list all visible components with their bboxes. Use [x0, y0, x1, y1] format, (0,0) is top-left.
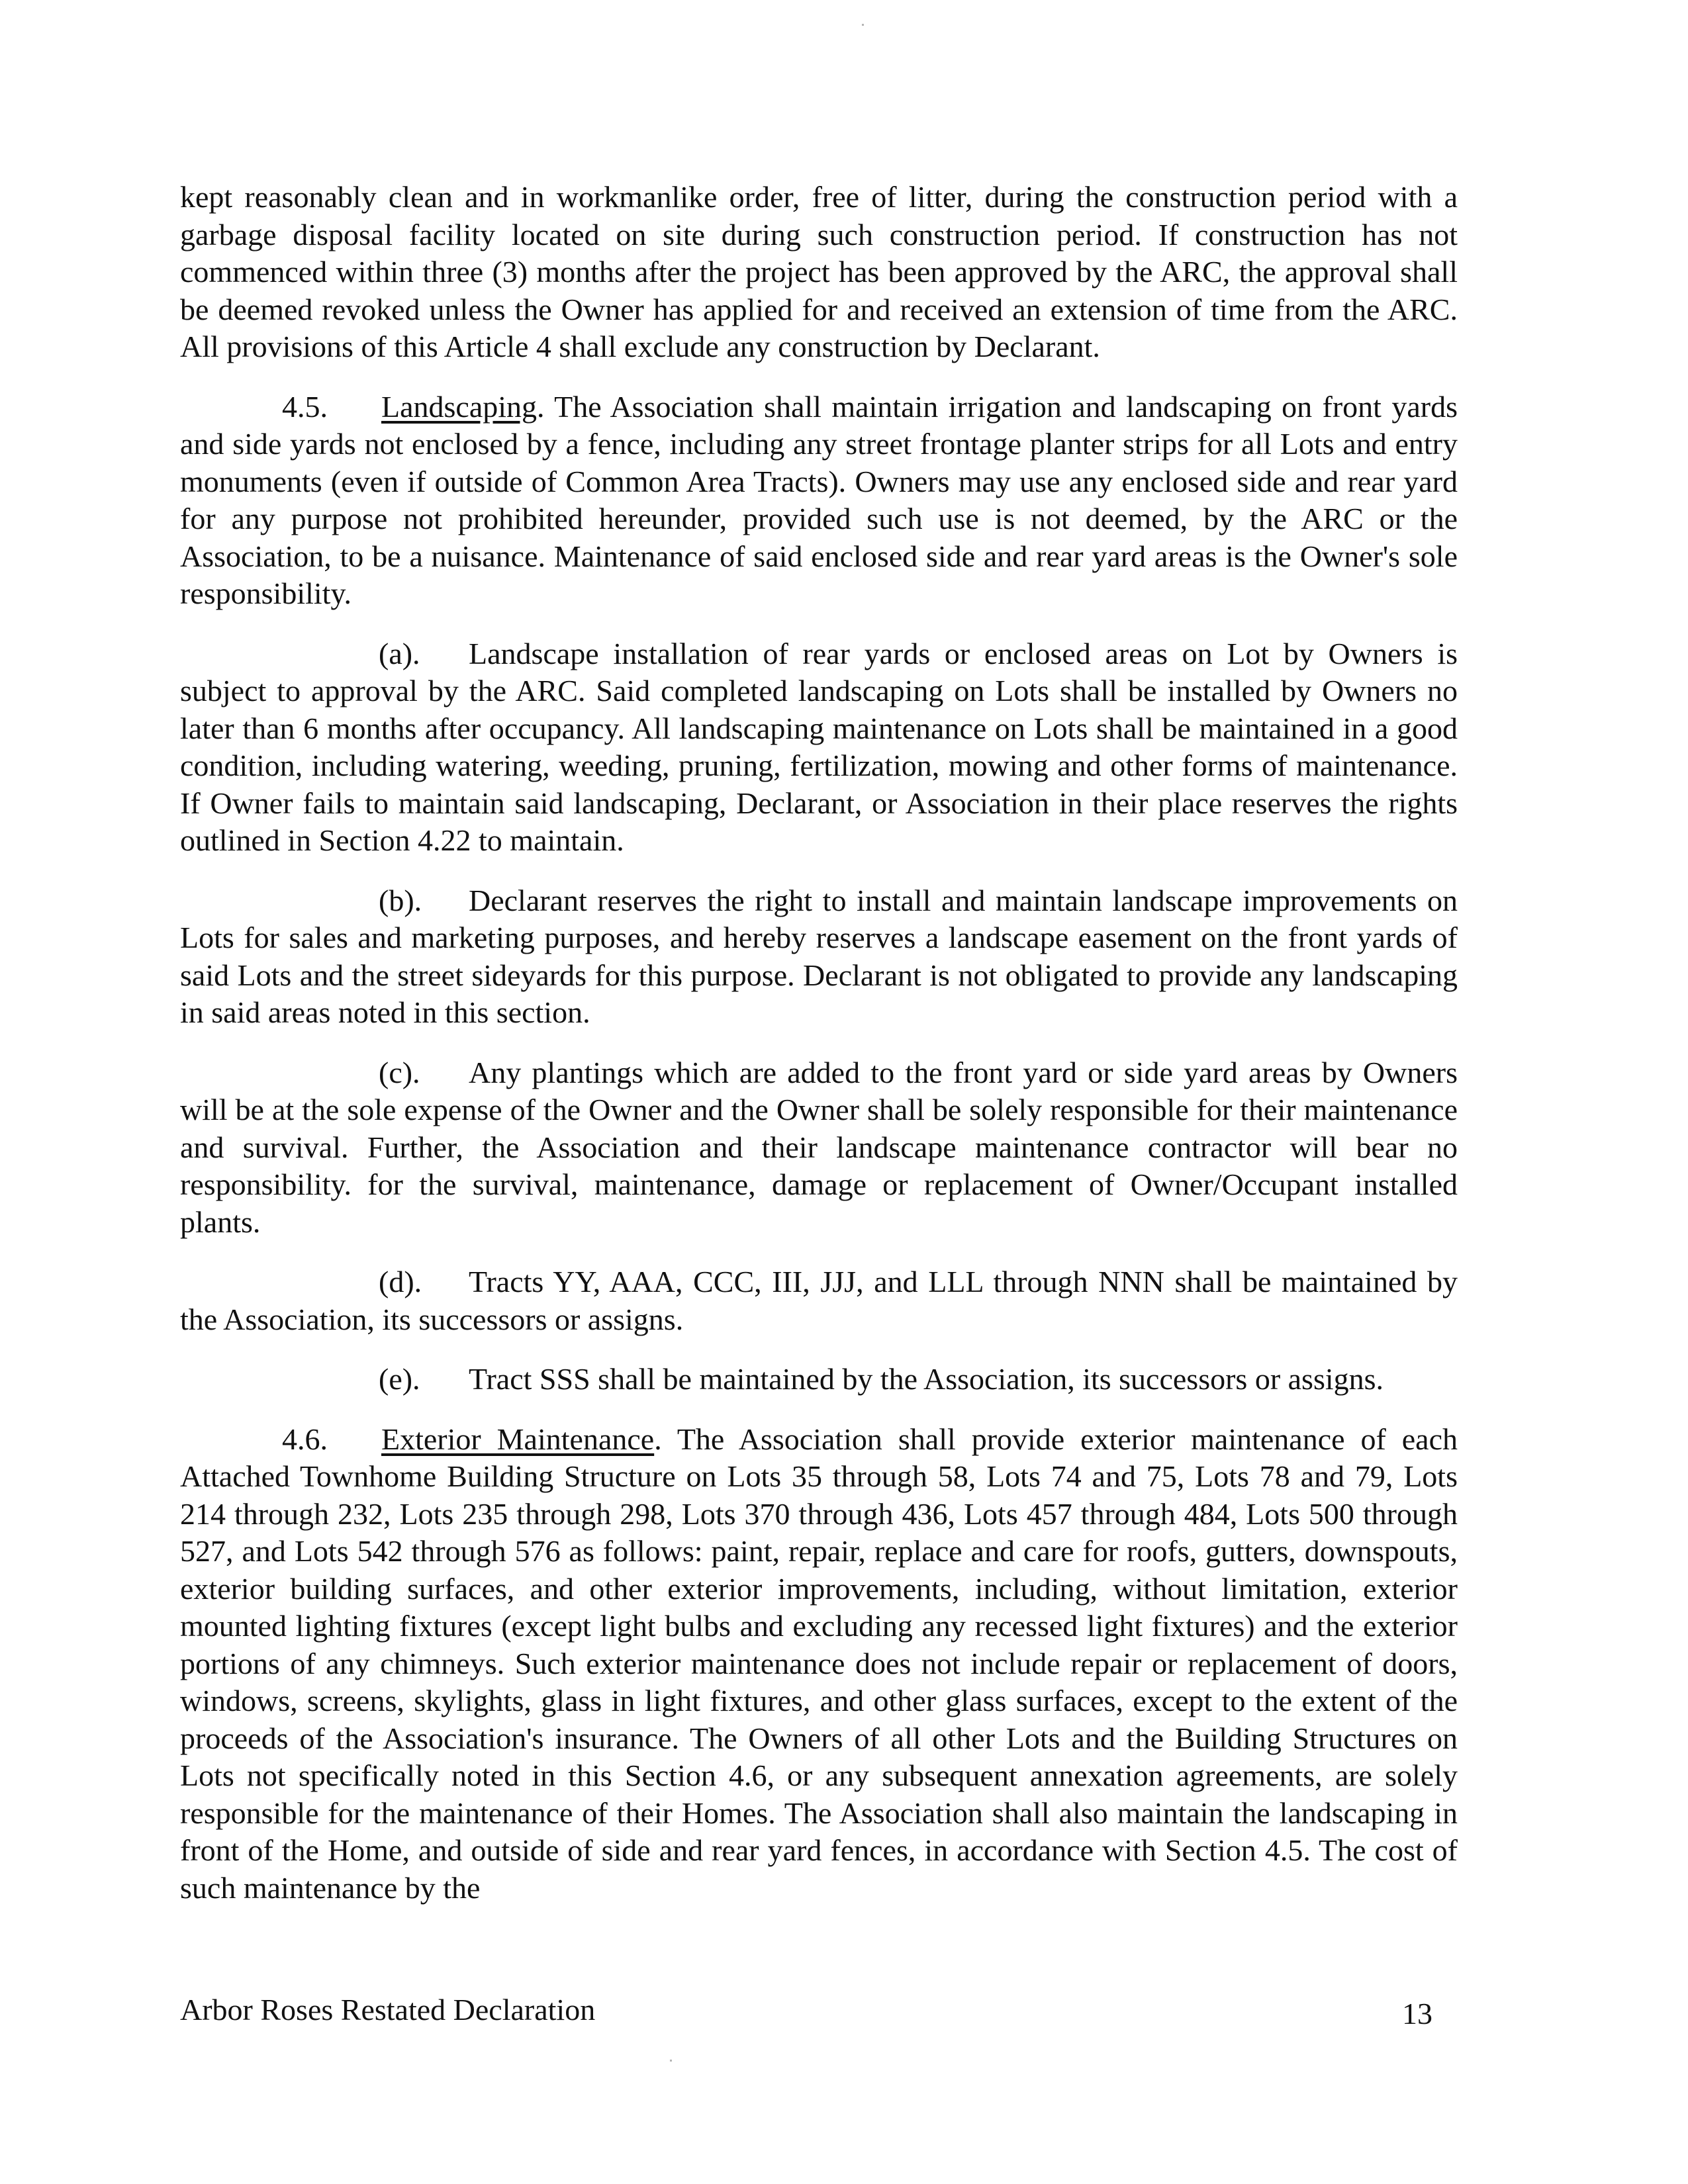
footer-document-title: Arbor Roses Restated Declaration: [180, 1993, 596, 2026]
section-text: . The Association shall maintain irrigation and landscaping on front yards and side yards not enclosed by a fence, including any street frontage planter strips for all Lots and entry monuments (even if outside of Common Area Tracts). Owners may use any enclosed side and rear yard for any purpose not prohibited hereunder, provided such use is not deemed, by the ARC or the Association, to be a nuisance. Maintenance of said enclosed side and rear yard areas is the Owner's sole responsibility.: [180, 389, 1458, 610]
subsection-e: [180, 1361, 1458, 1398]
scan-speck-bottom: [670, 2060, 672, 2062]
subsection-text: Declarant reserves the right to install and maintain landscape improvements on Lots for sales and marketing purposes, and hereby reserves a landscape easement on the front yards of said Lots and the street sideyards for this purpose. Declarant is not obligated to provide any landscaping in said areas noted in this section.: [180, 883, 1458, 1029]
subsection-label: (d).: [379, 1265, 422, 1298]
subsection-a: [180, 635, 1458, 860]
subsection-label: (e).: [379, 1362, 420, 1396]
document-body: [180, 179, 1458, 1929]
subsection-label: (c).: [379, 1055, 420, 1089]
section-4-5: [180, 388, 1458, 613]
subsection-text: Any plantings which are added to the front yard or side yard areas by Owners will be at the sole expense of the Owner and the Owner shall be solely responsible for their maintenance and survival. Further, the Association and their landscape maintenance contractor will bear no responsibility. for the survival, maintenance, damage or replacement of Owner/Occupant installed plants.: [180, 1055, 1458, 1239]
subsection-b: [180, 882, 1458, 1032]
section-text: . The Association shall provide exterior maintenance of each Attached Townhome Building Structure on Lots 35 through 58, Lots 74 and 75, Lots 78 and 79, Lots 214 through 232, Lots 235 through 298, Lots 370 through 436, Lots 457 through 484, Lots 500 through 527, and Lots 542 through 576 as follows: paint, repair, replace and care for roofs, gutters, downspouts, exterior building surfaces, and other exterior improvements, including, without limitation, exterior mounted lighting fixtures (except light bulbs and excluding any recessed light fixtures) and the exterior portions of any chimneys. Such exterior maintenance does not include repair or replacement of doors, windows, screens, skylights, glass in light fixtures, and other glass surfaces, except to the extent of the proceeds of the Association's insurance. The Owners of all other Lots and the Building Structures on Lots not specifically noted in this Section 4.6, or any subsequent annexation agreements, are solely responsible for the maintenance of their Homes. The Association shall also maintain the landscaping in front of the Home, and outside of side and rear yard fences, in accordance with Section 4.5. The cost of such maintenance by the: [180, 1422, 1458, 1905]
paragraph-continuation: kept reasonably clean and in workmanlike order, free of litter, during the construction period with a garbage disposal facility located on site during such construction period. If construction has not commenced within three (3) months after the project has been approved by the ARC, the approval shall be deemed revoked unless the Owner has applied for and received an extension of time from the ARC. All provisions of this Article 4 shall exclude any construction by Declarant.: [180, 180, 1458, 363]
footer-page-number: 13: [1402, 1997, 1432, 2030]
subsection-label: (b).: [379, 883, 422, 917]
scan-speck-top: [862, 24, 864, 26]
subsection-d: [180, 1263, 1458, 1338]
subsection-text: Tracts YY, AAA, CCC, III, JJJ, and LLL through NNN shall be maintained by the Association, its successors or assigns.: [180, 1265, 1458, 1336]
section-number: 4.5.: [282, 389, 328, 424]
section-heading: Exterior Maintenance: [381, 1422, 655, 1456]
section-number: 4.6.: [282, 1422, 328, 1456]
section-4-6: [180, 1421, 1458, 1907]
section-heading: Landscaping: [381, 389, 538, 424]
subsection-c: [180, 1054, 1458, 1242]
subsection-text: Landscape installation of rear yards or enclosed areas on Lot by Owners is subject to approval by the ARC. Said completed landscaping on Lots shall be installed by Owners no later than 6 months after occupancy. All landscaping maintenance on Lots shall be maintained in a good condition, including watering, weeding, pruning, fertilization, mowing and other forms of maintenance. If Owner fails to maintain said landscaping, Declarant, or Association in their place reserves the rights outlined in Section 4.22 to maintain.: [180, 636, 1458, 857]
subsection-text: Tract SSS shall be maintained by the Association, its successors or assigns.: [469, 1362, 1384, 1396]
subsection-label: (a).: [379, 636, 420, 670]
